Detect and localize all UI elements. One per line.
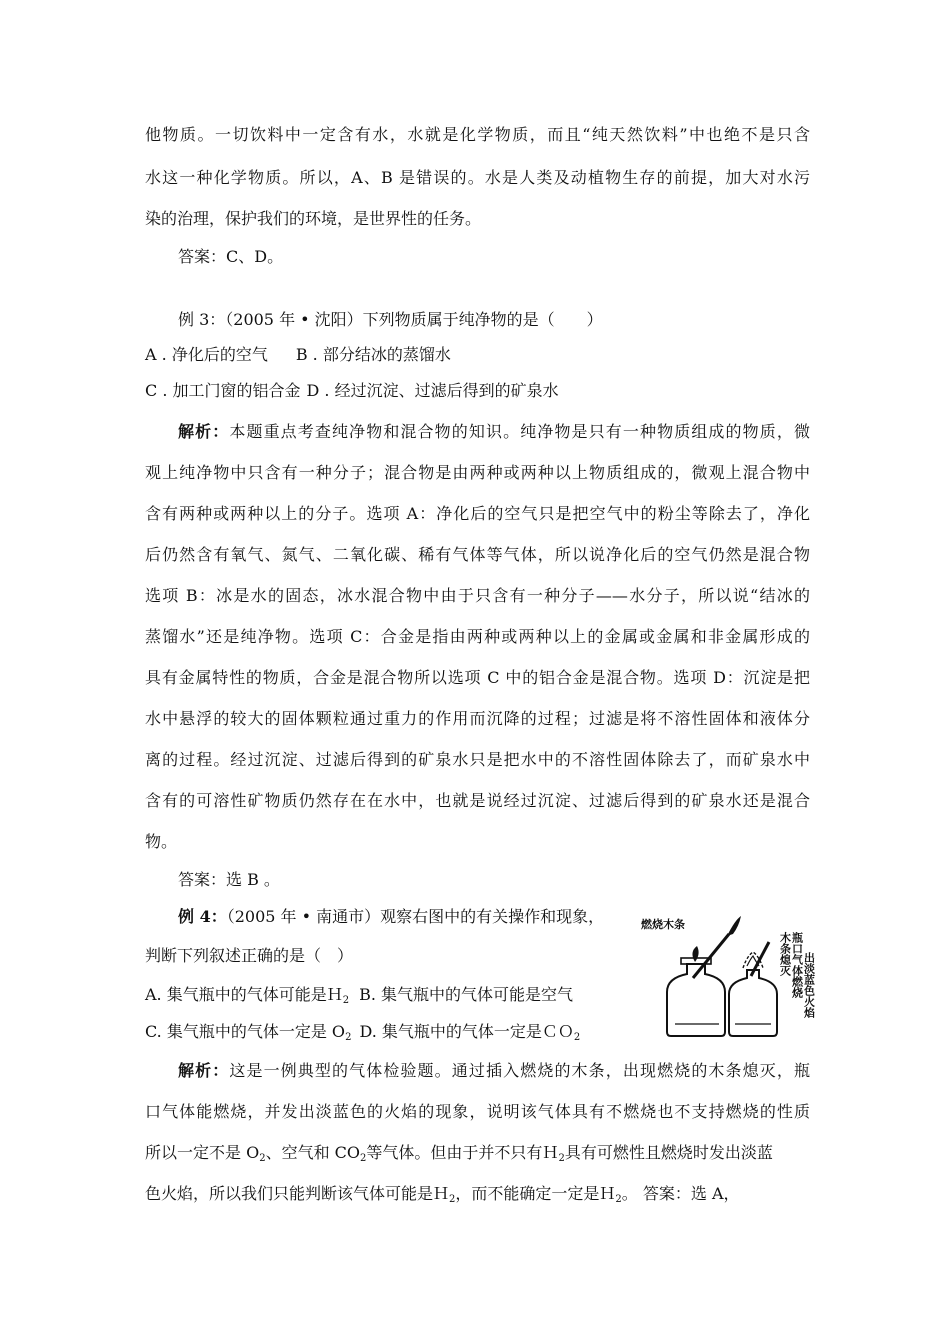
option-c: C . 加工门窗的铝合金 bbox=[145, 381, 301, 400]
example4-label: 例 4： bbox=[178, 907, 227, 926]
analysis-line: 含有两种或两种以上的分子。选项 A：净化后的空气只是把空气中的粉尘等除去了，净化 bbox=[145, 504, 810, 523]
example3-options-cd bbox=[145, 380, 810, 402]
answer-text: 答案：C、D。 bbox=[178, 247, 284, 266]
example3-options-ab bbox=[145, 344, 810, 366]
option-b: B. 集气瓶中的气体可能是空气 bbox=[359, 985, 574, 1004]
option-c: C. 集气瓶中的气体一定是 O bbox=[145, 1022, 346, 1041]
analysis-line: 所以一定不是 $O_2$、空气和 $CO_2$等气体。但由于并不只有Ｈ$_2$具有可燃性且燃烧时发出淡蓝 bbox=[145, 1143, 773, 1164]
example3-question: 例 3：（2005 年 • 沈阳）下列物质属于纯净物的是（ ） bbox=[178, 310, 603, 329]
analysis-line: 蒸馏水”还是纯净物。选项 C：合金是指由两种或两种以上的金属或金属和非金属形成的 bbox=[145, 627, 810, 646]
gas-jar-figure bbox=[635, 912, 815, 1042]
answer-text: 答案：选 B 。 bbox=[178, 870, 280, 889]
example4-options-cd: C. 集气瓶中的气体一定是 $O_2$ D. 集气瓶中的气体一定是ＣＯ$_2$ bbox=[145, 1022, 581, 1043]
analysis-line: 具有金属特性的物质，合金是混合物所以选项 C 中的铝合金是混合物。选项 D：沉淀是把 bbox=[145, 668, 810, 687]
figure-label-burning-stick: 燃烧木条 bbox=[641, 918, 685, 931]
example4-options-ab: A. 集气瓶中的气体可能是Ｈ$_2$ B. 集气瓶中的气体可能是空气 bbox=[145, 985, 574, 1006]
analysis-line: 离的过程。经过沉淀、过滤后得到的矿泉水只是把水中的不溶性固体除去了，而矿泉水中 bbox=[145, 750, 810, 769]
example4-question: 例 4：（2005 年 • 南通市）观察右图中的有关操作和现象， bbox=[178, 907, 605, 926]
analysis-line: 含有的可溶性矿物质仍然存在在水中，也就是说经过沉淀、过滤后得到的矿泉水还是混合 bbox=[145, 791, 810, 810]
analysis-line: 口气体能燃烧，并发出淡蓝色的火焰的现象，说明该气体具有不燃烧也不支持燃烧的性质 bbox=[145, 1102, 810, 1121]
analysis-line: 观上纯净物中只含有一种分子；混合物是由两种或两种以上物质组成的，微观上混合物中 bbox=[145, 463, 810, 482]
figure-label-blue-flame: 出淡蓝色火焰 bbox=[802, 952, 815, 1018]
paragraph-line: 染的治理，保护我们的环境，是世界性的任务。 bbox=[145, 209, 482, 228]
analysis-line: 水中悬浮的较大的固体颗粒通过重力的作用而沉降的过程；过滤是将不溶性固体和液体分 bbox=[145, 709, 810, 728]
example4-question-cont: 判断下列叙述正确的是（ ） bbox=[145, 946, 354, 965]
paragraph-line: 水这一种化学物质。所以，A、B 是错误的。水是人类及动植物生存的前提，加大对水污 bbox=[145, 168, 810, 187]
analysis-line: 物。 bbox=[145, 832, 178, 851]
option-a: A. 集气瓶中的气体可能是Ｈ bbox=[145, 985, 343, 1004]
analysis-line: 解析：本题重点考查纯净物和混合物的知识。纯净物是只有一种物质组成的物质，微 bbox=[178, 422, 810, 441]
option-b: B . 部分结冰的蒸馏水 bbox=[295, 345, 451, 364]
paragraph-line: 他物质。一切饮料中一定含有水，水就是化学物质，而且“纯天然饮料”中也绝不是只含 bbox=[145, 125, 810, 144]
analysis-line: 后仍然含有氧气、氮气、二氧化碳、稀有气体等气体，所以说净化后的空气仍然是混合物 bbox=[145, 545, 810, 564]
option-d: D. 集气瓶中的气体一定是ＣＯ bbox=[359, 1022, 574, 1041]
analysis-line: 选项 B：冰是水的固态，冰水混合物中由于只含有一种分子——水分子，所以说“结冰的 bbox=[145, 586, 810, 605]
analysis-line: 解析：这是一例典型的气体检验题。通过插入燃烧的木条，出现燃烧的木条熄灭，瓶 bbox=[178, 1061, 810, 1080]
analysis-label: 解析： bbox=[178, 422, 230, 441]
option-a: A . 净化后的空气 bbox=[145, 345, 268, 364]
analysis-label: 解析： bbox=[178, 1061, 230, 1080]
option-d: D . 经过沉淀、过滤后得到的矿泉水 bbox=[306, 381, 559, 400]
figure-label-stick-out: 木条熄灭 bbox=[778, 932, 792, 976]
gas-jar-illustration bbox=[635, 912, 815, 1042]
figure-label-gas-burns: 瓶口气体燃烧 bbox=[790, 932, 804, 998]
analysis-line: 色火焰，所以我们只能判断该气体可能是Ｈ$_2$，而不能确定一定是Ｈ$_2$。 答案：选 A， bbox=[145, 1184, 740, 1205]
